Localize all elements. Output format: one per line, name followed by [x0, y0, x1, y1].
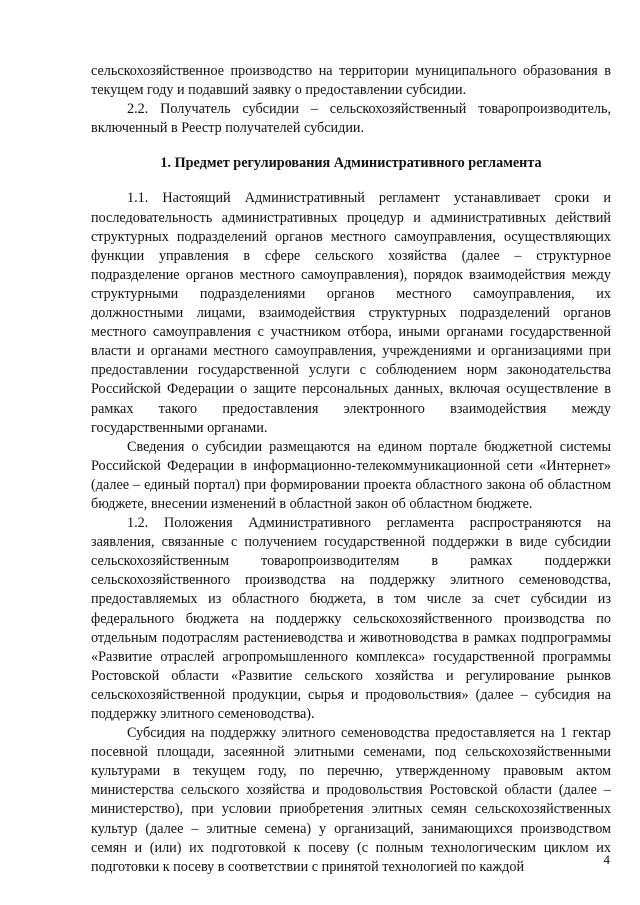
page-number: 4: [603, 852, 610, 867]
section-heading: 1. Предмет регулирования Административного регламента: [160, 155, 542, 172]
paragraph-continuation: сельскохозяйственное производство на территории муниципального образования в текущем году и подавший заявку о предоставлении субсидии.: [91, 63, 611, 99]
document-body: [91, 62, 611, 877]
paragraph-1-1: 1.1. Настоящий Административный регламент устанавливает сроки и последовательность административных процедур и административных действий структурных подразделений органов местного самоуправления, осуществляющих функции управления в сфере сельского хозяйства (далее – структурное подразделение органов местного самоуправления), порядок взаимодействия между структурными подразделениями органов местного самоуправления, их должностными лицами, взаимодействия структурных подразделений органов местного самоуправления с участником отбора, иными органами государственной власти и органами местного самоуправления, учреждениями и организациями при предоставлении государственной услуги с соблюдением норм законодательства Российской Федерации о защите персональных данных, включая осуществление в рамках такого предоставления электронного взаимодействия между государственными органами.: [91, 190, 611, 436]
paragraph-subsidy-info: Сведения о субсидии размещаются на едином портале бюджетной системы Российской Федерации в информационно-телекоммуникационной сети «Интернет» (далее – единый портал) при формировании проекта областного закона об областном бюджете, внесении изменений в областной закон об областном бюджете.: [91, 438, 611, 512]
paragraph-1-2: 1.2. Положения Административного регламента распространяются на заявления, связанные с получением государственной поддержки в виде субсидии сельскохозяйственным товаропроизводителям в рамках поддержки сельскохозяйственного производства на поддержку элитного семеноводства, предоставляемых из областного бюджета, в том числе за счет субсидии из федерального бюджета на поддержку сельскохозяйственного производства по отдельным подотраслям растениеводства и животноводства в рамках подпрограммы «Развитие отраслей агропромышленного комплекса» государственной программы Ростовской области «Развитие сельского хозяйства и регулирование рынков сельскохозяйственной продукции, сырья и продовольствия» (далее – субсидия на поддержку элитного семеноводства).: [91, 515, 611, 722]
paragraph-2-2: 2.2. Получатель субсидии – сельскохозяйственный товаропроизводитель, включенный в Реестр получателей субсидии.: [91, 101, 611, 137]
paragraph-elite-seeds: Субсидия на поддержку элитного семеноводства предоставляется на 1 гектар посевной площади, засеянной элитными семенами, под сельскохозяйственными культурами в текущем году, по перечню, утвержденному правовым актом министерства сельского хозяйства и продовольствия Ростовской области (далее – министерство), при условии приобретения элитных семян сельскохозяйственных культур (далее – элитные семена) у организаций, занимающихся производством семян и (или) их подготовкой к посеву (с полным технологическим циклом их подготовки к посеву в соответствии с принятой технологией по каждой: [91, 725, 611, 875]
